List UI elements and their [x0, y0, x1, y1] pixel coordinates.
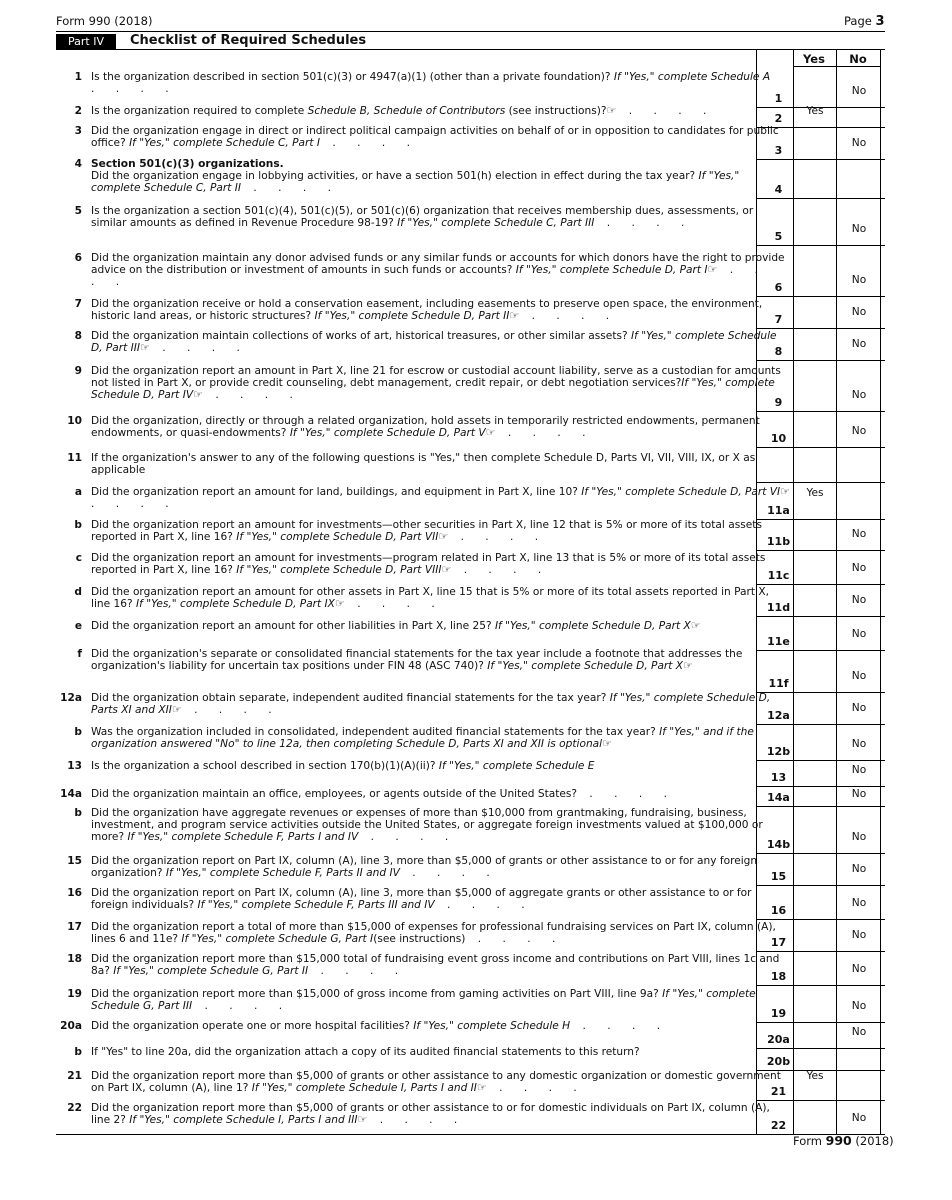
schedule-instruction: If "Yes," complete Schedule D, Part X	[487, 660, 684, 673]
question-body: Did the organization operate one or more hospital facilities?	[91, 1020, 414, 1032]
leader-dots: . . . .	[181, 704, 281, 717]
leader-dots: . . . .	[358, 831, 458, 844]
checklist-row	[56, 415, 885, 447]
yes-answer[interactable]: Yes	[806, 1070, 824, 1082]
question-body: Did the organization report an amount for land, buildings, and equipment in Part X, line 10?	[91, 486, 582, 498]
leader-dots: . . . .	[434, 899, 534, 912]
leader-dots: . . . .	[367, 1114, 467, 1127]
no-answer[interactable]: No	[851, 1112, 867, 1124]
no-answer[interactable]: No	[851, 425, 867, 437]
no-answer[interactable]: No	[851, 738, 867, 750]
line-number: 1	[74, 71, 82, 83]
line-number: 6	[74, 252, 82, 264]
line-label: 11b	[766, 535, 791, 548]
checklist-row	[56, 71, 885, 107]
question-body: Did the organization report an amount for other liabilities in Part X, line 25?	[91, 620, 495, 632]
leader-dots: . . . .	[192, 1000, 292, 1013]
pointing-hand-icon: ☞	[441, 563, 452, 577]
row-divider	[756, 1100, 885, 1101]
line-label: 5	[774, 230, 783, 243]
checklist-row	[56, 855, 885, 885]
row-divider	[756, 198, 885, 199]
row-divider	[756, 786, 885, 787]
leader-dots: . . . .	[91, 83, 178, 96]
leader-dots: . . . .	[570, 1020, 670, 1032]
schedule-instruction: If "Yes," complete Schedule D, Part I	[515, 264, 708, 277]
checklist-row	[56, 1102, 885, 1134]
schedule-instruction: If "Yes," complete Schedule E	[438, 760, 595, 772]
leader-dots: . . . .	[594, 217, 694, 230]
line-number: 19	[67, 988, 82, 1000]
line-number: 12a	[60, 692, 82, 704]
pointing-hand-icon: ☞	[140, 341, 150, 355]
pointing-hand-icon: ☞	[690, 619, 701, 632]
pointing-hand-icon: ☞	[509, 309, 520, 323]
line-number: b	[74, 519, 82, 531]
row-divider	[756, 360, 885, 361]
line-label: 17	[770, 936, 787, 949]
pointing-hand-icon: ☞	[485, 426, 496, 440]
line-label: 19	[770, 1007, 787, 1020]
checklist-row	[56, 788, 885, 806]
question-text	[91, 788, 791, 800]
schedule-instruction: If "Yes," complete Schedule H	[413, 1020, 571, 1032]
line-number: 22	[67, 1102, 82, 1114]
leader-dots: . . . .	[451, 564, 551, 577]
line-number: 20a	[60, 1020, 82, 1032]
leader-dots: . . . .	[91, 264, 767, 289]
line-label: 15	[770, 870, 787, 883]
question-text	[91, 486, 791, 510]
question-body: Did the organization report an amount for other assets in Part X, line 15 that is 5% or more of its total assets reported in Part X, line 16?	[91, 586, 769, 611]
line-label: 8	[774, 345, 783, 358]
schedule-instruction: If "Yes," complete Schedule D, Part IX	[135, 598, 335, 611]
line-number: 9	[74, 365, 82, 377]
form-footer: Form 990 (2018)	[793, 1133, 894, 1148]
schedule-instruction: If "Yes," complete Schedule D, Part III	[91, 330, 777, 355]
row-divider	[756, 328, 885, 329]
question-text	[91, 365, 791, 402]
checklist-row	[56, 486, 885, 519]
no-answer[interactable]: No	[851, 897, 867, 909]
page-number: Page 3	[844, 14, 885, 29]
divider	[793, 66, 880, 67]
question-body: Did the organization obtain separate, independent audited financial statements for the tax year?	[91, 692, 610, 704]
question-text	[91, 726, 791, 750]
question-text	[91, 1020, 791, 1032]
question-body: Did the organization report an amount in Part X, line 21 for escrow or custodial account liability, serve as a custodian for amounts not listed in Part X, or provide credit counseling, debt management, credit repair, or debt negotiation services?	[91, 365, 781, 390]
question-text	[91, 855, 791, 879]
question-text	[91, 921, 791, 945]
no-answer[interactable]: No	[851, 528, 867, 540]
row-divider	[756, 951, 885, 952]
row-divider	[756, 584, 885, 585]
question-text	[91, 953, 791, 977]
line-label: 20a	[767, 1033, 790, 1046]
question-body: Did the organization report more than $5,000 of grants or other assistance to or for domestic individuals on Part IX, column (A), line 2?	[91, 1102, 770, 1127]
pointing-hand-icon: ☞	[438, 530, 449, 544]
question-body: If the organization's answer to any of the following questions is "Yes," then complete Schedule D, Parts VI, VII, VIII, IX, or X as applicable	[91, 452, 756, 477]
schedule-instruction: If "Yes," complete Schedule A	[613, 71, 771, 83]
schedule-instruction: If "Yes," complete Schedule G, Part III	[91, 988, 756, 1013]
leader-dots: . . . .	[519, 310, 619, 323]
checklist-row	[56, 620, 885, 650]
question-body: If "Yes" to line 20a, did the organization attach a copy of its audited financial statements to this return?	[91, 1046, 640, 1058]
no-answer[interactable]: No	[851, 670, 867, 682]
question-text	[91, 692, 791, 716]
question-text	[91, 586, 791, 610]
question-body: Did the organization report on Part IX, column (A), line 3, more than $5,000 of aggregate grants or other assistance to or for foreign individuals?	[91, 887, 752, 912]
question-body: Did the organization's separate or consolidated financial statements for the tax year include a footnote that addresses the organization's liability for uncertain tax positions under FIN 48 (ASC 740)?	[91, 648, 743, 673]
schedule-instruction: If "Yes," complete Schedule I, Parts I and III	[129, 1114, 358, 1127]
schedule-instruction: If "Yes," complete Schedule D, Part V	[289, 427, 486, 440]
checklist-row	[56, 586, 885, 616]
row-divider	[756, 724, 885, 725]
schedule-instruction: If "Yes," complete Schedule G, Part II	[113, 965, 309, 978]
checklist-row	[56, 125, 885, 159]
line-label: 22	[770, 1119, 787, 1132]
line-label: 7	[774, 313, 783, 326]
pointing-hand-icon: ☞	[602, 737, 612, 751]
leader-dots: . . . .	[616, 105, 716, 117]
question-suffix: (see instructions)	[373, 933, 466, 946]
no-answer[interactable]: No	[851, 389, 867, 401]
pointing-hand-icon: ☞	[193, 388, 203, 402]
no-answer[interactable]: No	[851, 338, 867, 350]
pointing-hand-icon: ☞	[683, 659, 693, 673]
no-answer[interactable]: No	[851, 562, 867, 574]
question-body: Did the organization report an amount for investments—program related in Part X, line 13 that is 5% or more of its total assets reported in Part X, line 16?	[91, 552, 766, 577]
line-number: 7	[74, 298, 82, 310]
part-title: Checklist of Required Schedules	[130, 33, 367, 48]
schedule-instruction: If "Yes," complete Schedule G, Part I	[181, 933, 374, 946]
line-label: 18	[770, 970, 787, 983]
question-text	[91, 1070, 791, 1094]
checklist-row	[56, 1020, 885, 1048]
question-text	[91, 648, 791, 672]
checklist-row	[56, 726, 885, 760]
line-label: 12b	[766, 745, 791, 758]
question-text	[91, 887, 791, 911]
schedule-instruction: If "Yes," complete Schedule D, Part VIII	[236, 564, 442, 577]
no-answer[interactable]: No	[851, 963, 867, 975]
question-text	[91, 330, 791, 354]
line-number: f	[77, 648, 82, 660]
question-body: Is the organization a school described in section 170(b)(1)(A)(ii)?	[91, 760, 439, 772]
part-label: Part IV	[56, 34, 116, 49]
question-text	[91, 252, 791, 289]
pointing-hand-icon: ☞	[606, 104, 617, 117]
row-divider	[756, 411, 885, 412]
divider	[56, 49, 885, 50]
question-body: Did the organization engage in direct or indirect political campaign activities on behalf of or in opposition to candidates for public office?	[91, 125, 779, 150]
schedule-instruction: If "Yes," complete Schedule I, Parts I and II	[251, 1082, 477, 1095]
line-label: 9	[774, 396, 783, 409]
line-number: d	[74, 586, 82, 598]
question-body: Is the organization required to complete	[91, 105, 308, 117]
line-number: b	[74, 1046, 82, 1058]
checklist-row	[56, 158, 885, 198]
leader-dots: . . . .	[91, 498, 178, 511]
checklist-row	[56, 988, 885, 1022]
question-text	[91, 205, 791, 229]
question-text	[91, 620, 791, 632]
form-header: Form 990 (2018)	[56, 14, 153, 28]
leader-dots: . . . .	[465, 933, 565, 946]
line-number: c	[75, 552, 82, 564]
question-text	[91, 807, 791, 844]
line-number: 5	[74, 205, 82, 217]
line-number: 17	[67, 921, 82, 933]
question-text	[91, 1046, 791, 1058]
question-text	[91, 125, 791, 149]
row-divider	[756, 482, 885, 483]
no-answer[interactable]: No	[851, 628, 867, 640]
line-label: 3	[774, 144, 783, 157]
line-label: 14a	[767, 791, 790, 804]
pointing-hand-icon: ☞	[357, 1113, 368, 1127]
schedule-instruction: If "Yes," complete Schedule F, Parts II and IV	[165, 867, 400, 880]
line-number: 10	[67, 415, 82, 427]
line-number: 21	[67, 1070, 82, 1082]
leader-dots: . . . .	[448, 531, 548, 544]
no-answer[interactable]: No	[851, 594, 867, 606]
line-number: 16	[67, 887, 82, 899]
question-body: Did the organization engage in lobbying activities, or have a section 501(h) election in effect during the tax year?	[91, 170, 699, 183]
schedule-instruction: If "Yes," complete Schedule C, Part III	[397, 217, 595, 230]
question-body: Is the organization described in section 501(c)(3) or 4947(a)(1) (other than a private foundation)?	[91, 71, 614, 83]
question-body: Did the organization report more than $15,000 total of fundraising event gross income and contributions on Part VIII, lines 1c and 8a?	[91, 953, 780, 978]
line-number: 2	[74, 105, 82, 117]
line-label: 11d	[766, 601, 791, 614]
row-divider	[756, 919, 885, 920]
line-label: 1	[774, 92, 783, 105]
leader-dots: . . . .	[149, 342, 249, 355]
line-label: 13	[770, 771, 787, 784]
yes-column-header: Yes	[803, 52, 825, 66]
schedule-instruction: If "Yes," complete Schedule D, Part X	[494, 620, 691, 632]
schedule-instruction: If "Yes," complete Schedule D, Part II	[314, 310, 510, 323]
question-text	[91, 298, 791, 322]
checklist-row	[56, 105, 885, 127]
leader-dots: . . . .	[241, 182, 340, 195]
question-text	[91, 988, 791, 1012]
checklist-row	[56, 921, 885, 951]
pointing-hand-icon: ☞	[476, 1081, 487, 1095]
question-body: Did the organization report on Part IX, column (A), line 3, more than $5,000 of grants or other assistance to or for any foreign organization?	[91, 855, 758, 880]
leader-dots: . . . .	[486, 1082, 586, 1095]
schedule-instruction: If "Yes," complete Schedule D, Parts XI and XII	[91, 692, 771, 717]
pointing-hand-icon: ☞	[171, 703, 182, 717]
checklist-row	[56, 692, 885, 724]
line-number: 3	[74, 125, 82, 137]
no-answer[interactable]: No	[851, 137, 867, 149]
checklist-row	[56, 205, 885, 245]
leader-dots: . . . .	[495, 427, 595, 440]
yes-answer[interactable]: Yes	[806, 105, 824, 117]
schedule-instruction: If "Yes," complete Schedule C, Part II	[91, 170, 740, 195]
pointing-hand-icon: ☞	[334, 597, 345, 611]
line-number: 11	[67, 452, 82, 464]
line-number: e	[74, 620, 82, 632]
row-divider	[756, 985, 885, 986]
checklist-row	[56, 1070, 885, 1100]
pointing-hand-icon: ☞	[780, 485, 791, 498]
no-answer[interactable]: No	[851, 85, 867, 97]
checklist-row	[56, 953, 885, 985]
no-answer[interactable]: No	[851, 223, 867, 235]
line-label: 14b	[766, 838, 791, 851]
no-answer[interactable]: No	[851, 274, 867, 286]
line-label: 12a	[767, 709, 790, 722]
question-body: Did the organization maintain an office, employees, or agents outside of the United States?	[91, 788, 578, 800]
line-label: 6	[774, 281, 783, 294]
line-label: 10	[770, 432, 787, 445]
leader-dots: . . . .	[399, 867, 499, 880]
checklist-row	[56, 519, 885, 550]
line-label: 11f	[768, 677, 789, 690]
row-divider	[756, 616, 885, 617]
divider	[56, 31, 885, 32]
checklist-row	[56, 887, 885, 919]
line-number: b	[74, 726, 82, 738]
line-number: a	[74, 486, 82, 498]
no-answer[interactable]: No	[851, 929, 867, 941]
line-label: 21	[770, 1085, 787, 1098]
question-body: Was the organization included in consolidated, independent audited financial statements for the tax year?	[91, 726, 660, 738]
line-label: 11a	[767, 504, 790, 517]
line-number: 18	[67, 953, 82, 965]
leader-dots: . . . .	[577, 788, 676, 800]
leader-dots: . . . .	[308, 965, 408, 978]
line-number: 4	[74, 158, 82, 170]
question-body: Did the organization, directly or through a related organization, hold assets in temporarily restricted endowments, permanent endowments, or quasi-endowments?	[91, 415, 760, 440]
question-body: Did the organization receive or hold a conservation easement, including easements to preserve open space, the environment, historic land areas, or historic structures?	[91, 298, 763, 323]
checklist-row	[56, 252, 885, 296]
question-text	[91, 415, 791, 439]
no-answer[interactable]: No	[851, 306, 867, 318]
checklist-row	[56, 760, 885, 786]
schedule-instruction: If "Yes," complete Schedule D, Part VII	[236, 531, 439, 544]
question-text	[91, 158, 791, 195]
no-answer[interactable]: No	[851, 702, 867, 714]
checklist-row	[56, 452, 885, 482]
line-label: 11e	[767, 635, 790, 648]
no-answer[interactable]: No	[851, 863, 867, 875]
question-text	[91, 552, 791, 576]
schedule-instruction: If "Yes," complete Schedule D, Part VI	[581, 486, 781, 498]
row-divider	[756, 245, 885, 246]
line-number: b	[74, 807, 82, 819]
schedule-instruction: Schedule B, Schedule of Contributors	[307, 105, 506, 117]
section-heading: Section 501(c)(3) organizations.	[91, 158, 284, 170]
divider	[56, 1134, 885, 1135]
row-divider	[756, 853, 885, 854]
line-number: 13	[67, 760, 82, 772]
checklist-row	[56, 298, 885, 328]
question-body: Did the organization maintain collections of works of art, historical treasures, or other similar assets?	[91, 330, 631, 342]
question-body: Did the organization report a total of more than $15,000 of expenses for professional fundraising services on Part IX, column (A), lines 6 and 11e?	[91, 921, 776, 946]
checklist-row	[56, 552, 885, 584]
question-text	[91, 1102, 791, 1126]
checklist-row	[56, 365, 885, 411]
question-text	[91, 760, 791, 772]
question-text	[91, 71, 791, 95]
question-text	[91, 519, 791, 543]
line-label: 16	[770, 904, 787, 917]
schedule-instruction: If "Yes," complete Schedule F, Parts III and IV	[197, 899, 435, 912]
question-body: Did the organization report an amount for investments—other securities in Part X, line 12 that is 5% or more of its total assets reported in Part X, line 16?	[91, 519, 762, 544]
row-divider	[756, 447, 885, 448]
question-suffix: (see instructions)?	[505, 105, 607, 117]
row-divider	[756, 550, 885, 551]
question-body: Did the organization report more than $15,000 of gross income from gaming activities on Part VIII, line 9a?	[91, 988, 663, 1000]
pointing-hand-icon: ☞	[707, 263, 718, 277]
schedule-instruction: If "Yes," complete Schedule D, Part IV	[91, 377, 775, 402]
line-number: 15	[67, 855, 82, 867]
question-body: Did the organization have aggregate revenues or expenses of more than $10,000 from grantmaking, fundraising, business, investment, and program service activities outside the United States, or aggregate foreign investments valued at $100,000 or more?	[91, 807, 763, 844]
schedule-instruction: If "Yes," and if the organization answered "No" to line 12a, then completing Schedule D, Parts XI and XII is optional	[91, 726, 754, 751]
question-body: Is the organization a section 501(c)(4), 501(c)(5), or 501(c)(6) organization that receives membership dues, assessments, or similar amounts as defined in Revenue Procedure 98-19?	[91, 205, 754, 230]
row-divider	[756, 885, 885, 886]
no-column-header: No	[849, 52, 867, 66]
line-number: 8	[74, 330, 82, 342]
line-label: 4	[774, 183, 783, 196]
schedule-instruction: If "Yes," complete Schedule C, Part I	[129, 137, 321, 150]
question-body: Did the organization report more than $5,000 of grants or other assistance to any domestic organization or domestic government on Part IX, column (A), line 1?	[91, 1070, 781, 1095]
no-answer[interactable]: No	[851, 764, 867, 776]
checklist-row	[56, 648, 885, 692]
leader-dots: . . . .	[344, 598, 444, 611]
line-number: 14a	[60, 788, 82, 800]
leader-dots: . . . .	[202, 389, 302, 402]
checklist-row	[56, 1046, 885, 1070]
question-body: Did the organization maintain any donor advised funds or any similar funds or accounts for which donors have the right to provide advice on the distribution or investment of amounts in such funds or accounts?	[91, 252, 785, 277]
line-label: 2	[774, 112, 783, 125]
question-text	[91, 452, 791, 476]
question-text	[91, 105, 791, 117]
no-answer[interactable]: No	[851, 831, 867, 843]
checklist-row	[56, 330, 885, 360]
row-divider	[756, 296, 885, 297]
schedule-instruction: If "Yes," complete Schedule F, Parts I and IV	[127, 831, 359, 844]
line-label: 20b	[766, 1055, 791, 1068]
no-answer[interactable]: No	[851, 788, 867, 800]
no-answer[interactable]: No	[851, 1000, 867, 1012]
no-answer[interactable]: No	[851, 1026, 867, 1038]
checklist-row	[56, 807, 885, 853]
yes-answer[interactable]: Yes	[806, 487, 824, 499]
line-label: 11c	[767, 569, 790, 582]
leader-dots: . . . .	[320, 137, 419, 150]
